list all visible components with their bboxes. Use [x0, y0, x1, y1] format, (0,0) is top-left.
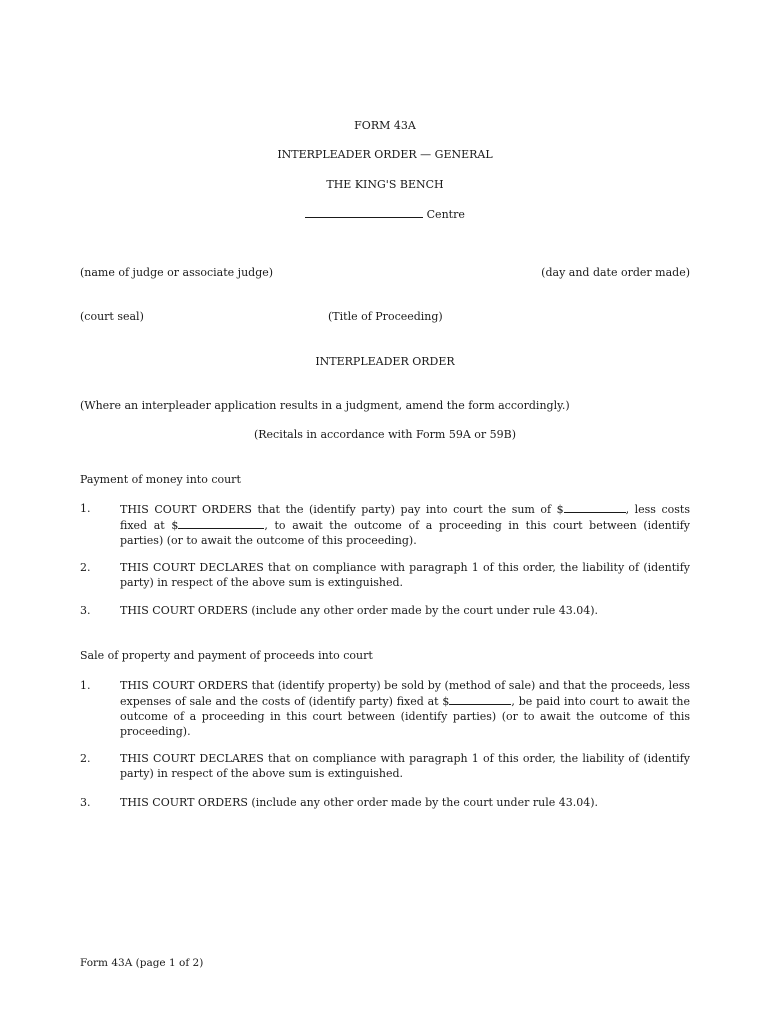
item-number: 2.: [80, 752, 91, 765]
list-item: [80, 501, 690, 548]
title-of-proceeding: (Title of Proceeding): [328, 310, 443, 323]
item-text: THIS COURT ORDERS (include any other order made by the court under rule 43.04).: [120, 796, 599, 809]
item-number: 3.: [80, 604, 91, 617]
item-number: 1.: [80, 502, 91, 515]
section-heading-payment: Payment of money into court: [80, 473, 241, 486]
amend-note: (Where an interpleader application results in a judgment, amend the form accordingly.): [80, 399, 570, 412]
centre-blank: [305, 206, 423, 218]
item-text: THIS COURT ORDERS that the (identify party) pay into court the sum of $ , less costs fixed at $ , to await the outcome of a proceeding in this court between (identify parties) (or to await the outcome of this proceeding).: [120, 503, 690, 547]
list-item: [80, 795, 690, 810]
list-item: [80, 751, 690, 781]
item-text: THIS COURT ORDERS (include any other order made by the court under rule 43.04).: [120, 604, 599, 617]
court-seal-placeholder: (court seal): [80, 310, 144, 323]
section-heading-sale: Sale of property and payment of proceeds into court: [80, 649, 373, 662]
centre-label: Centre: [426, 208, 465, 221]
centre-line: [0, 206, 770, 222]
item-number: 3.: [80, 796, 91, 809]
item-text: THIS COURT DECLARES that on compliance with paragraph 1 of this order, the liability of (identify party) in respect of the above sum is extinguished.: [120, 561, 690, 589]
costs-blank: [449, 693, 511, 705]
item-number: 2.: [80, 561, 91, 574]
form-number: FORM 43A: [354, 119, 416, 132]
item-number: 1.: [80, 679, 91, 692]
item-text: THIS COURT DECLARES that on compliance with paragraph 1 of this order, the liability of (identify party) in respect of the above sum is extinguished.: [120, 752, 690, 780]
page-footer: Form 43A (page 1 of 2): [80, 957, 204, 969]
item-text: THIS COURT ORDERS that (identify property) be sold by (method of sale) and that the proceeds, less expenses of sale and the costs of (identify party) fixed at $ , be paid into court to await the outcome of a proceeding in this court between (identify parties) (or to await the outcome of this proceeding).: [120, 679, 691, 738]
order-date-placeholder: (day and date order made): [541, 266, 690, 279]
list-item: [80, 678, 690, 739]
list-item: [80, 560, 690, 590]
judge-name-placeholder: (name of judge or associate judge): [80, 266, 274, 279]
amount-blank: [564, 501, 626, 513]
order-title: INTERPLEADER ORDER: [315, 355, 455, 368]
form-title: INTERPLEADER ORDER — GENERAL: [277, 148, 493, 161]
list-item: [80, 603, 690, 618]
court-name: THE KING'S BENCH: [326, 178, 444, 191]
recitals-note: (Recitals in accordance with Form 59A or 59B): [253, 428, 517, 441]
costs-blank: [178, 517, 264, 529]
